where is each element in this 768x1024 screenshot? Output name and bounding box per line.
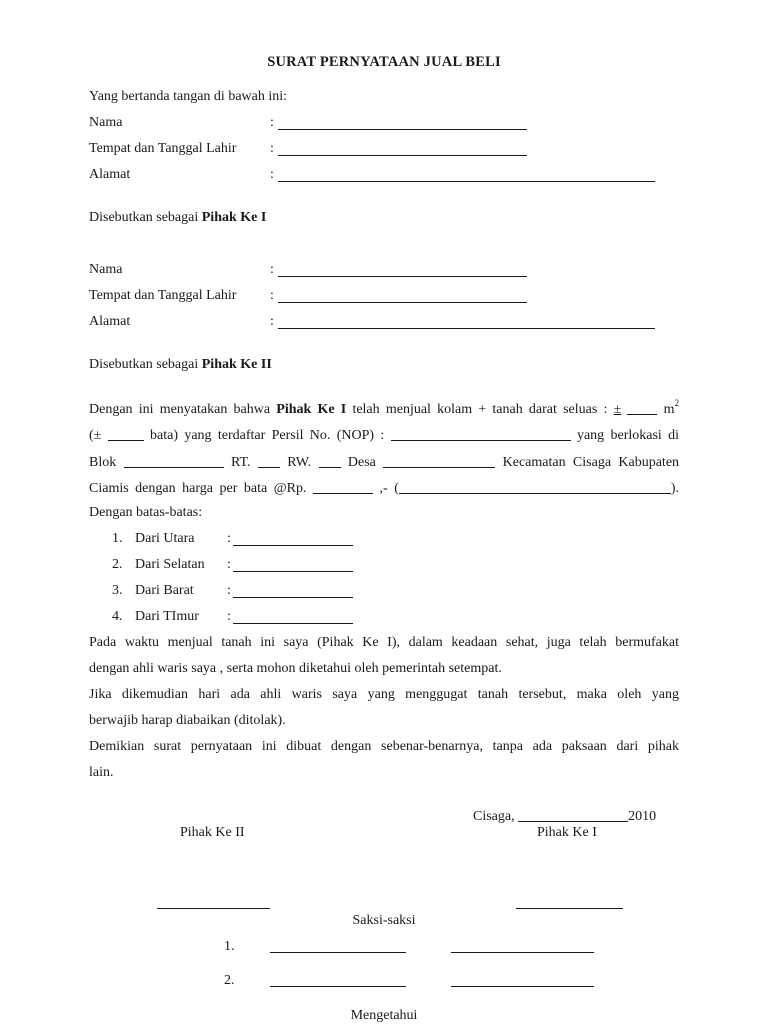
area-unit-sup: 2 <box>674 398 680 408</box>
plus-minus: ± <box>613 402 622 417</box>
paragraph-line: Pada waktu menjual tanah ini saya (Pihak Ke I), dalam keadaan sehat, juga telah bermufakat <box>89 635 679 650</box>
party1-ttl-label: Tempat dan Tanggal Lahir <box>89 141 237 156</box>
desa-field[interactable] <box>383 455 495 468</box>
party2-name-label: Nama <box>89 262 123 277</box>
party1-title: Pihak Ke I <box>201 210 267 225</box>
party1-address-label: Alamat <box>89 167 131 182</box>
colon: : <box>227 583 231 598</box>
document-title: SURAT PERNYATAAN JUAL BELI <box>267 54 501 70</box>
witness-2-right-line[interactable] <box>451 986 594 987</box>
boundary-west-label: Dari Barat <box>135 583 194 598</box>
blok-label: Blok <box>89 455 117 470</box>
rw-label: RW. <box>287 455 312 470</box>
statement-text: ,- ( <box>379 481 399 496</box>
witness-number: 2. <box>224 973 235 988</box>
boundary-west-field[interactable] <box>233 597 353 598</box>
price-words-field[interactable] <box>399 481 671 494</box>
statement-text: telah menjual kolam + tanah darat seluas : <box>352 402 608 417</box>
boundary-number: 2. <box>112 557 123 572</box>
area-field[interactable] <box>627 402 657 415</box>
paragraph-line: lain. <box>89 765 114 780</box>
party2-title: Pihak Ke II <box>201 357 272 372</box>
boundary-east-label: Dari TImur <box>135 609 199 624</box>
paragraph-line: berwajib harap diabaikan (ditolak). <box>89 713 286 728</box>
rt-field[interactable] <box>258 455 280 468</box>
paragraph-line: dengan ahli waris saya , serta mohon diketahui oleh pemerintah setempat. <box>89 661 502 676</box>
colon: : <box>270 262 274 277</box>
acknowledge-label: Mengetahui <box>350 1008 418 1023</box>
colon: : <box>227 557 231 572</box>
party1-ttl-field[interactable] <box>278 155 527 156</box>
boundary-north-label: Dari Utara <box>135 531 195 546</box>
nop-field[interactable] <box>391 428 571 441</box>
designation-prefix: Disebutkan sebagai <box>89 210 199 225</box>
party1-name-field[interactable] <box>278 129 527 130</box>
statement-line-1 <box>89 398 680 417</box>
statement-line-4 <box>89 481 679 496</box>
desa-label: Desa <box>347 455 376 470</box>
intro-text: Yang bertanda tangan di bawah ini: <box>89 89 288 104</box>
colon: : <box>270 167 274 182</box>
colon: : <box>227 609 231 624</box>
colon: : <box>227 531 231 546</box>
paragraph-line: Demikian surat pernyataan ini dibuat dengan sebenar-benarnya, tanpa ada paksaan dari pihak <box>89 739 679 754</box>
kecamatan-text: Kecamatan Cisaga Kabupaten <box>502 455 680 470</box>
statement-line-2 <box>89 428 679 443</box>
colon: : <box>270 141 274 156</box>
statement-text: yang berlokasi di <box>576 428 680 443</box>
rt-label: RT. <box>230 455 251 470</box>
witness-number: 1. <box>224 939 235 954</box>
boundary-east-field[interactable] <box>233 623 353 624</box>
witness-title: Saksi-saksi <box>352 913 416 928</box>
place-label: Cisaga, <box>473 809 515 824</box>
boundary-south-label: Dari Selatan <box>135 557 205 572</box>
colon: : <box>270 115 274 130</box>
party2-name-field[interactable] <box>278 276 527 277</box>
paragraph-line: Jika dikemudian hari ada ahli waris saya yang menggugat tanah tersebut, maka oleh yang <box>89 687 679 702</box>
boundary-number: 3. <box>112 583 123 598</box>
boundary-south-field[interactable] <box>233 571 353 572</box>
party1-address-field[interactable] <box>278 181 655 182</box>
party2-ttl-field[interactable] <box>278 302 527 303</box>
statement-text: bata) yang terdaftar Persil No. (NOP) : <box>150 428 385 443</box>
witness-2-left-line[interactable] <box>270 986 406 987</box>
year-label: 2010 <box>628 809 657 824</box>
boundary-number: 1. <box>112 531 123 546</box>
party2-ttl-label: Tempat dan Tanggal Lahir <box>89 288 237 303</box>
party1-designation <box>89 211 266 225</box>
boundaries-title: Dengan batas-batas: <box>89 505 203 520</box>
signature-place-date <box>473 809 656 824</box>
boundary-number: 4. <box>112 609 123 624</box>
bata-field[interactable] <box>108 428 144 441</box>
party2-designation <box>89 358 272 372</box>
statement-line-3 <box>89 455 679 470</box>
party1-name-label: Nama <box>89 115 123 130</box>
witness-1-right-line[interactable] <box>451 952 594 953</box>
statement-party: Pihak Ke I <box>276 402 347 417</box>
colon: : <box>270 314 274 329</box>
party2-address-field[interactable] <box>278 328 655 329</box>
statement-text: Ciamis dengan harga per bata @Rp. <box>89 481 307 496</box>
designation-prefix: Disebutkan sebagai <box>89 357 199 372</box>
price-field[interactable] <box>313 481 373 494</box>
party2-address-label: Alamat <box>89 314 131 329</box>
left-party-label: Pihak Ke II <box>180 825 245 840</box>
statement-text: Dengan ini menyatakan bahwa <box>89 402 271 417</box>
area-unit: m <box>663 402 675 417</box>
right-party-label: Pihak Ke I <box>537 825 597 840</box>
boundary-north-field[interactable] <box>233 545 353 546</box>
witness-1-left-line[interactable] <box>270 952 406 953</box>
colon: : <box>270 288 274 303</box>
left-signature-line[interactable] <box>157 908 270 909</box>
statement-text: ). <box>670 481 680 496</box>
statement-text: (± <box>89 428 102 443</box>
rw-field[interactable] <box>319 455 341 468</box>
date-field[interactable] <box>518 809 628 822</box>
right-signature-line[interactable] <box>516 908 623 909</box>
blok-field[interactable] <box>124 455 224 468</box>
